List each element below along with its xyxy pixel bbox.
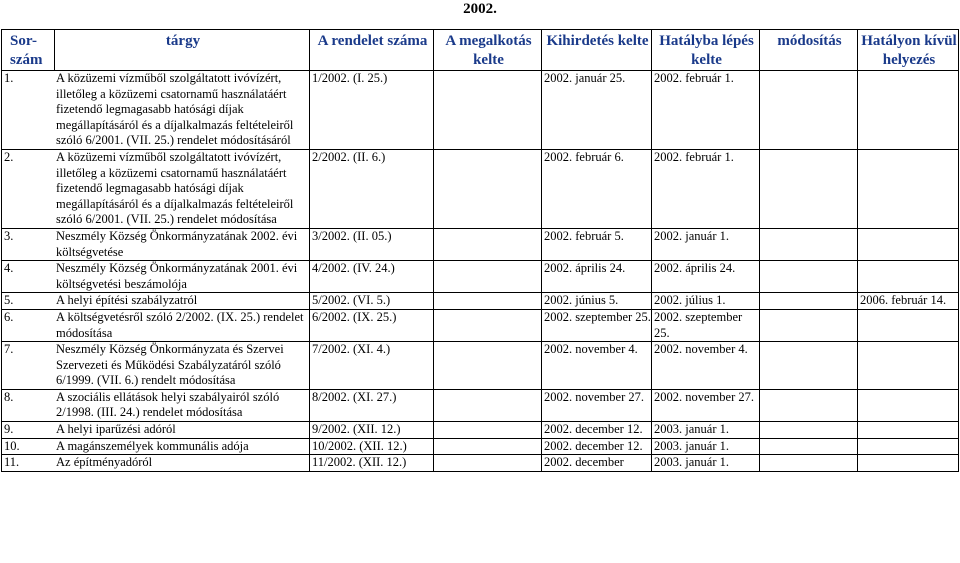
row-number: 10. [4, 438, 20, 453]
regulation-number: 10/2002. (XII. 12.) [310, 438, 434, 455]
effective-date: 2002. április 24. [652, 261, 760, 293]
repeal-date [858, 149, 959, 228]
regulation-subject [4, 293, 309, 309]
regulation-subject-cell [2, 293, 310, 310]
regulation-subject [4, 71, 309, 149]
repeal-date [858, 422, 959, 439]
subject-text: Neszmély Község Önkormányzatának 2001. évi költségvetési beszámolója [56, 261, 298, 291]
regulations-table [1, 29, 959, 472]
table-row [2, 228, 959, 260]
effective-date: 2002. július 1. [652, 293, 760, 310]
table-row [2, 149, 959, 228]
subject-text: A költségvetésről szóló 2/2002. (IX. 25.) rendelet módosítása [56, 309, 304, 340]
repeal-date [858, 309, 959, 341]
regulation-subject [4, 150, 309, 228]
document-year-title: 2002. [463, 1, 497, 17]
header-rendelet-szama: A rendelet száma [310, 30, 434, 71]
regulation-subject-cell [2, 455, 310, 472]
header-hatalyon-kivul: Hatályon kívül helyezés [858, 30, 959, 71]
row-number: 1. [4, 71, 14, 85]
repeal-date [858, 342, 959, 390]
creation-date [434, 389, 542, 421]
row-number: 4. [4, 261, 14, 276]
repeal-date [858, 228, 959, 260]
regulation-subject [4, 310, 309, 341]
promulgation-date: 2002. november 27. [542, 389, 652, 421]
regulation-number: 3/2002. (II. 05.) [310, 228, 434, 260]
header-kihirdetes-kelte: Kihirdetés kelte [542, 30, 652, 71]
regulation-subject-cell [2, 228, 310, 260]
regulation-subject-cell [2, 71, 310, 150]
effective-date: 2003. január 1. [652, 455, 760, 472]
promulgation-date: 2002. december 12. [542, 422, 652, 439]
effective-date: 2002. február 1. [652, 149, 760, 228]
header-megalkotas-kelte: A megalkotás kelte [434, 30, 542, 71]
regulation-subject [4, 390, 309, 421]
regulation-number: 9/2002. (XII. 12.) [310, 422, 434, 439]
regulation-number: 7/2002. (XI. 4.) [310, 342, 434, 390]
regulation-number: 2/2002. (II. 6.) [310, 149, 434, 228]
repeal-date: 2006. február 14. [858, 293, 959, 310]
regulation-subject [4, 342, 309, 389]
creation-date [434, 309, 542, 341]
regulation-number: 5/2002. (VI. 5.) [310, 293, 434, 310]
table-row [2, 293, 959, 310]
modification [760, 228, 858, 260]
effective-date: 2002. február 1. [652, 71, 760, 150]
row-number: 3. [4, 228, 14, 243]
modification [760, 389, 858, 421]
modification [760, 422, 858, 439]
header-hatalyba-lepes: Hatályba lépés kelte [652, 30, 760, 71]
repeal-date [858, 455, 959, 472]
creation-date [434, 422, 542, 439]
effective-date: 2003. január 1. [652, 422, 760, 439]
regulation-subject-cell [2, 422, 310, 439]
subject-text: A magánszemélyek kommunális adója [56, 438, 249, 453]
creation-date [434, 455, 542, 472]
regulation-subject-cell [2, 438, 310, 455]
promulgation-date: 2002. április 24. [542, 261, 652, 293]
promulgation-date: 2002. február 5. [542, 228, 652, 260]
table-row [2, 422, 959, 439]
subject-text: Neszmély Község Önkormányzata és Szervei Szervezeti és Működési Szabályzatáról szóló 6/1999. (VII. 6.) rendelt módosítása [56, 342, 284, 388]
table-row [2, 389, 959, 421]
regulation-subject [4, 455, 309, 471]
regulation-subject-cell [2, 309, 310, 341]
table-row [2, 309, 959, 341]
modification [760, 438, 858, 455]
regulation-subject-cell [2, 342, 310, 390]
regulation-subject-cell [2, 149, 310, 228]
modification [760, 71, 858, 150]
regulation-subject-cell [2, 261, 310, 293]
regulation-subject [4, 261, 309, 292]
subject-text: Neszmély Község Önkormányzatának 2002. évi költségvetése [56, 228, 298, 259]
effective-date: 2002. november 4. [652, 342, 760, 390]
regulation-subject [4, 422, 309, 438]
row-number: 11. [4, 455, 20, 470]
repeal-date [858, 389, 959, 421]
row-number: 6. [4, 309, 14, 324]
table-body [2, 71, 959, 472]
regulation-number: 11/2002. (XII. 12.) [310, 455, 434, 472]
repeal-date [858, 438, 959, 455]
table-row [2, 342, 959, 390]
subject-text: A szociális ellátások helyi szabályairól szóló 2/1998. (III. 24.) rendelet módosítása [56, 389, 280, 420]
row-number: 5. [4, 293, 14, 308]
subject-text: A helyi iparűzési adóról [56, 422, 176, 437]
repeal-date [858, 71, 959, 150]
creation-date [434, 228, 542, 260]
promulgation-date: 2002. február 6. [542, 149, 652, 228]
subject-text: Az építményadóról [56, 455, 153, 470]
table-row [2, 261, 959, 293]
creation-date [434, 149, 542, 228]
row-number: 8. [4, 389, 14, 404]
promulgation-date: 2002. december [542, 455, 652, 472]
modification [760, 261, 858, 293]
modification [760, 455, 858, 472]
row-number: 2. [4, 149, 14, 164]
regulation-subject [4, 439, 309, 455]
promulgation-date: 2002. szeptember 25. [542, 309, 652, 341]
regulation-subject-cell [2, 389, 310, 421]
regulation-subject [4, 229, 309, 260]
subject-text: A közüzemi vízműből szolgáltatott ivóvízért, illetőleg a közüzemi csatornamű használatáért fizetendő legmagasabb hatósági díjak megállapításáról és a díjalkalmazás feltételeiről szóló 6/2001. (VII. 25.) rendelet módosítása [56, 149, 294, 227]
table-row [2, 455, 959, 472]
row-number: 9. [4, 422, 14, 437]
subject-text: A helyi építési szabályzatról [56, 293, 198, 308]
header-sorszam: Sor- szám [2, 30, 55, 71]
promulgation-date: 2002. június 5. [542, 293, 652, 310]
table-row [2, 71, 959, 150]
table-row [2, 438, 959, 455]
creation-date [434, 293, 542, 310]
modification [760, 342, 858, 390]
subject-text: A közüzemi vízműből szolgáltatott ivóvízért, illetőleg a közüzemi csatornamű használatáért fizetendő legmagasabb hatósági díjak megállapításáról és a díjalkalmazás feltételeiről szóló 6/2001. (VII. 25.) rendelet módosításáról [56, 71, 294, 148]
header-targy: tárgy [55, 30, 310, 71]
header-modositas: módosítás [760, 30, 858, 71]
regulation-number: 8/2002. (XI. 27.) [310, 389, 434, 421]
promulgation-date: 2002. november 4. [542, 342, 652, 390]
promulgation-date: 2002. január 25. [542, 71, 652, 150]
promulgation-date: 2002. december 12. [542, 438, 652, 455]
effective-date: 2002. szeptember 25. [652, 309, 760, 341]
table-header-row [2, 30, 959, 71]
regulation-number: 1/2002. (I. 25.) [310, 71, 434, 150]
creation-date [434, 261, 542, 293]
modification [760, 309, 858, 341]
effective-date: 2002. november 27. [652, 389, 760, 421]
regulation-number: 4/2002. (IV. 24.) [310, 261, 434, 293]
modification [760, 293, 858, 310]
effective-date: 2002. január 1. [652, 228, 760, 260]
regulation-number: 6/2002. (IX. 25.) [310, 309, 434, 341]
creation-date [434, 71, 542, 150]
creation-date [434, 342, 542, 390]
repeal-date [858, 261, 959, 293]
effective-date: 2003. január 1. [652, 438, 760, 455]
creation-date [434, 438, 542, 455]
modification [760, 149, 858, 228]
row-number: 7. [4, 342, 14, 357]
